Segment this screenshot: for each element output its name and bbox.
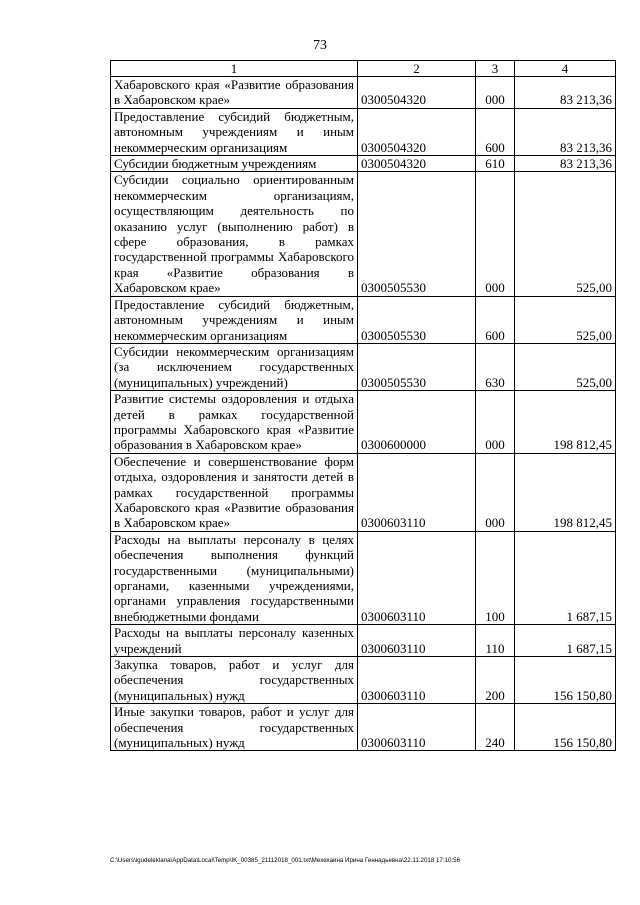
table-row (111, 108, 616, 155)
row-name: Развитие системы оздоровления и отдыха детей в рамках государственной программы Хабаровского края «Развитие образования в Хабаровском крае» (111, 391, 358, 454)
row-name: Обеспечение и совершенствование форм отдыха, оздоровления и занятости детей в рамках государственной программы Хабаровского края «Развитие образования в Хабаровском крае» (111, 453, 358, 531)
row-code: 0300504320 (358, 156, 476, 172)
table-row (111, 77, 616, 109)
table-header-row (111, 61, 616, 77)
row-code: 0300603110 (358, 704, 476, 751)
row-sum: 198 812,45 (515, 453, 616, 531)
row-sum: 83 213,36 (515, 108, 616, 155)
row-code: 0300603110 (358, 625, 476, 657)
row-type: 110 (476, 625, 515, 657)
row-sum: 156 150,80 (515, 704, 616, 751)
table-row (111, 391, 616, 454)
row-name: Субсидии бюджетным учреждениям (111, 156, 358, 172)
column-header: 3 (476, 61, 515, 77)
row-sum: 525,00 (515, 343, 616, 390)
row-type: 630 (476, 343, 515, 390)
table-row (111, 453, 616, 531)
row-type: 100 (476, 531, 515, 624)
row-code: 0300603110 (358, 531, 476, 624)
table-row (111, 296, 616, 343)
row-type: 600 (476, 108, 515, 155)
budget-table (110, 60, 616, 751)
row-sum: 525,00 (515, 172, 616, 296)
table-row (111, 704, 616, 751)
row-sum: 83 213,36 (515, 156, 616, 172)
row-code: 0300504320 (358, 108, 476, 155)
column-header: 4 (515, 61, 616, 77)
table-row (111, 172, 616, 296)
row-type: 200 (476, 657, 515, 704)
row-name: Иные закупки товаров, работ и услуг для обеспечения государственных (муниципальных) нужд (111, 704, 358, 751)
row-code: 0300505530 (358, 343, 476, 390)
table-row (111, 343, 616, 390)
row-type: 000 (476, 172, 515, 296)
table-row (111, 531, 616, 624)
row-type: 610 (476, 156, 515, 172)
row-name: Субсидии социально ориентированным некоммерческим организациям, осуществляющим деятельность по оказанию услуг (выполнению работ) в сфере образования, в рамках государственной программы Хабаровского края «Развитие образования в Хабаровском крае» (111, 172, 358, 296)
row-code: 0300505530 (358, 172, 476, 296)
row-code: 0300600000 (358, 391, 476, 454)
row-name: Расходы на выплаты персоналу казенных учреждений (111, 625, 358, 657)
row-name: Предоставление субсидий бюджетным, автономным учреждениям и иным некоммерческим организациям (111, 296, 358, 343)
row-type: 000 (476, 391, 515, 454)
column-header: 1 (111, 61, 358, 77)
row-type: 600 (476, 296, 515, 343)
row-code: 0300603110 (358, 657, 476, 704)
row-name: Субсидии некоммерческим организациям (за исключением государственных (муниципальных) учреждений) (111, 343, 358, 390)
row-code: 0300603110 (358, 453, 476, 531)
row-sum: 1 687,15 (515, 531, 616, 624)
row-sum: 1 687,15 (515, 625, 616, 657)
row-sum: 156 150,80 (515, 657, 616, 704)
file-path-footer: C:\Users\igudeleklana\AppData\Local\Temp\IK_00385_21112018_001.txt\Мехехаина Ирина Геннадьевна\22.11.2018 17:10:56 (110, 857, 461, 864)
row-sum: 198 812,45 (515, 391, 616, 454)
row-code: 0300504320 (358, 77, 476, 109)
row-type: 240 (476, 704, 515, 751)
table-row (111, 156, 616, 172)
row-name: Предоставление субсидий бюджетным, автономным учреждениям и иным некоммерческим организациям (111, 108, 358, 155)
table-row (111, 657, 616, 704)
row-sum: 83 213,36 (515, 77, 616, 109)
row-name: Хабаровского края «Развитие образования в Хабаровском крае» (111, 77, 358, 109)
row-name: Расходы на выплаты персоналу в целях обеспечения выполнения функций государственными (муниципальными) органами, казенными учреждениями, органами управления государственными внебюджетными фондами (111, 531, 358, 624)
row-name: Закупка товаров, работ и услуг для обеспечения государственных (муниципальных) нужд (111, 657, 358, 704)
row-sum: 525,00 (515, 296, 616, 343)
table-row (111, 625, 616, 657)
row-code: 0300505530 (358, 296, 476, 343)
page-number: 73 (313, 38, 327, 53)
column-header: 2 (358, 61, 476, 77)
row-type: 000 (476, 453, 515, 531)
row-type: 000 (476, 77, 515, 109)
